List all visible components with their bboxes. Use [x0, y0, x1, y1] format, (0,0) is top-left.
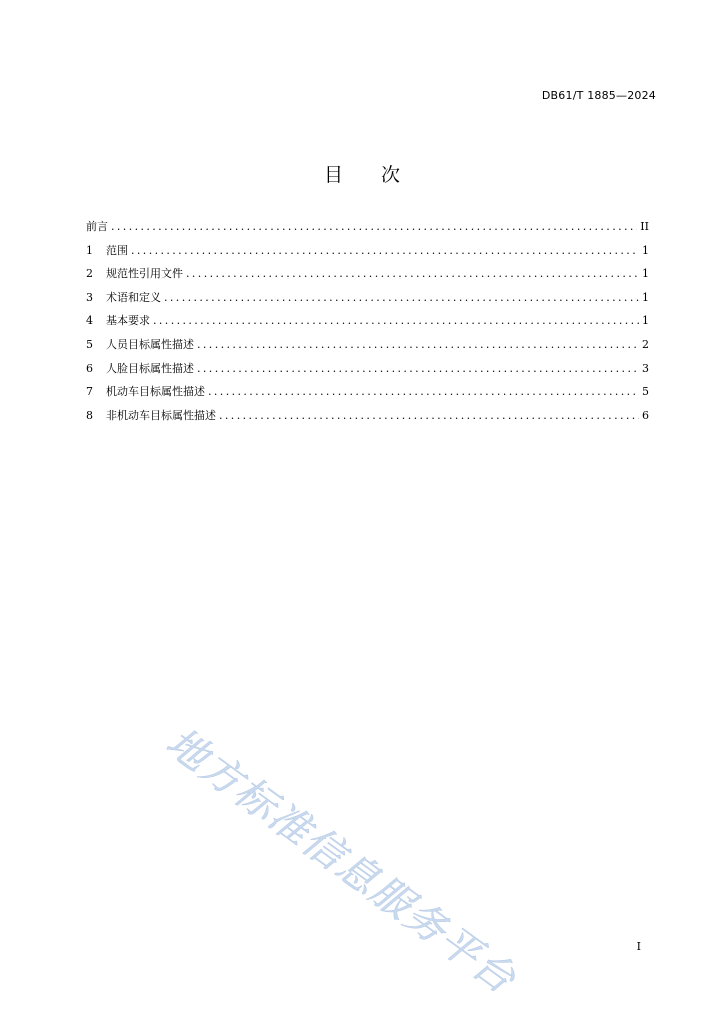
toc-section-number: 6	[86, 361, 93, 375]
toc-dot-leader	[186, 267, 639, 280]
toc-entry-2[interactable]	[86, 265, 649, 289]
toc-entry-label: 术语和定义	[106, 290, 161, 304]
toc-section-number: 1	[86, 243, 93, 257]
toc-entry-4[interactable]	[86, 312, 649, 336]
toc-section-number: 7	[86, 385, 93, 399]
toc-entry-label: 规范性引用文件	[106, 267, 183, 281]
toc-entry-6[interactable]	[86, 360, 649, 384]
toc-page-number: 3	[642, 361, 649, 375]
toc-page-number: 2	[642, 337, 649, 351]
toc-page-number: 1	[642, 243, 649, 257]
toc-section-number: 5	[86, 337, 93, 351]
toc-dot-leader	[208, 385, 639, 398]
toc-page-number: 6	[642, 408, 649, 422]
toc-entry-7[interactable]	[86, 383, 649, 407]
toc-dot-leader	[153, 314, 639, 327]
toc-section-number: 2	[86, 267, 93, 281]
toc-entry-label: 基本要求	[106, 314, 150, 328]
page-number: I	[636, 940, 641, 953]
toc-entry-label: 范围	[106, 243, 128, 257]
toc-page-number: 5	[642, 385, 649, 399]
toc-entry-label: 非机动车目标属性描述	[106, 408, 216, 422]
toc-section-number: 4	[86, 314, 93, 328]
toc-section-number: 3	[86, 290, 93, 304]
watermark: 地方标准信息服务平台	[157, 719, 525, 1004]
toc-entry-label: 人员目标属性描述	[106, 337, 194, 351]
toc-entry-8[interactable]	[86, 407, 649, 431]
toc-entry-label: 前言	[86, 220, 108, 233]
toc-dot-leader	[197, 338, 639, 351]
toc-section-number: 8	[86, 408, 93, 422]
toc-entry-3[interactable]	[86, 289, 649, 313]
toc-entry-1[interactable]	[86, 242, 649, 266]
toc-page-number: 1	[642, 290, 649, 304]
table-of-contents	[86, 218, 649, 430]
toc-entry-5[interactable]	[86, 336, 649, 360]
toc-dot-leader	[197, 362, 639, 375]
toc-page-number: II	[640, 220, 649, 233]
toc-entry-label: 机动车目标属性描述	[106, 385, 205, 399]
toc-dot-leader	[111, 220, 637, 233]
page-title: 目次	[323, 164, 438, 186]
toc-dot-leader	[219, 409, 639, 422]
standard-number: DB61/T 1885—2024	[541, 89, 656, 102]
toc-dot-leader	[164, 291, 639, 304]
toc-page-number: 1	[642, 314, 649, 328]
toc-entry-label: 人脸目标属性描述	[106, 361, 194, 375]
toc-dot-leader	[131, 244, 639, 257]
toc-entry-foreword[interactable]	[86, 218, 649, 242]
toc-page-number: 1	[642, 267, 649, 281]
